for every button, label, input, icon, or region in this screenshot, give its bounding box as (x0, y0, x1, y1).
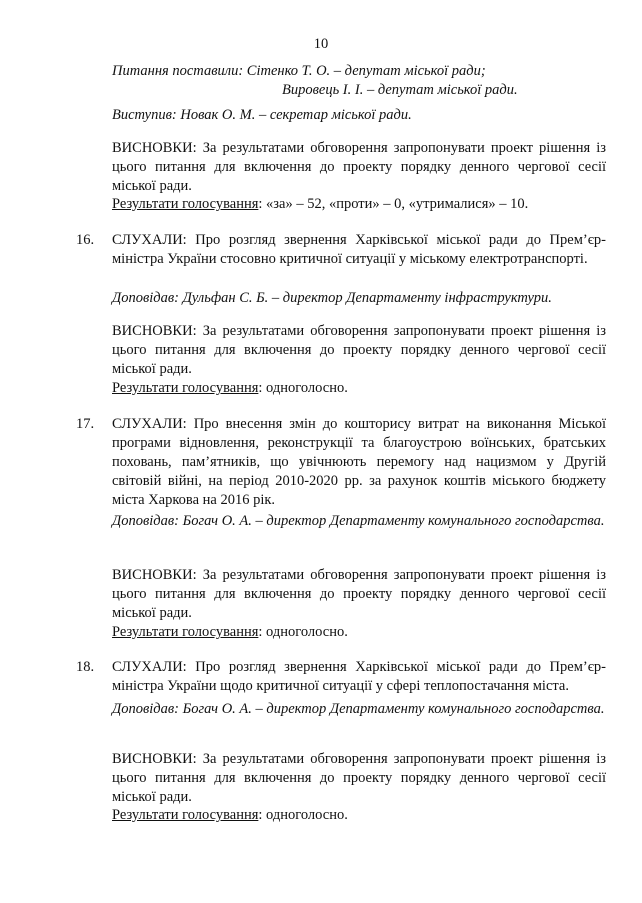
speech-label: Виступив: (112, 107, 177, 123)
heard-text: Про розгляд звернення Харківської міської ради до Прем’єр-міністра України щодо критичної ситуації у сфері теплопостачання міста. (112, 659, 607, 694)
reporter-line (112, 289, 606, 308)
vote-label: Результати голосування (112, 624, 259, 640)
vote-result (112, 806, 606, 825)
item-number: 17. (76, 416, 95, 432)
questions-raised (112, 62, 606, 100)
reporter-label: Доповідав: (112, 701, 180, 717)
vote-result (112, 379, 606, 398)
reporter-text: Дульфан С. Б. – директор Департаменту інфраструктури. (182, 290, 552, 306)
heard-text: Про розгляд звернення Харківської міської ради до Прем’єр-міністра України стосовно критичної ситуації у міському електротранспорті. (112, 232, 607, 267)
heard-label: СЛУХАЛИ: (112, 659, 187, 675)
conclusion-text: За результатами обговорення запропонувати проект рішення із цього питання для включення до проекту порядку денного чергової сесії міської ради. (112, 751, 606, 805)
reporter-line (112, 700, 606, 719)
item-number: 18. (76, 659, 95, 675)
heard-block (112, 415, 606, 510)
conclusion-block (112, 566, 606, 623)
item-number: 16. (76, 232, 95, 248)
heard-block (112, 231, 606, 269)
conclusion-label: ВИСНОВКИ: (112, 323, 197, 339)
heard-label: СЛУХАЛИ: (112, 232, 187, 248)
raised-person-1: Сітенко Т. О. – депутат міської ради; (246, 63, 486, 79)
vote-label: Результати голосування (112, 380, 259, 396)
conclusion-label: ВИСНОВКИ: (112, 751, 197, 767)
raised-person-2: Вировець І. І. – депутат міської ради. (282, 82, 518, 98)
raised-label: Питання поставили: (112, 63, 244, 79)
reporter-label: Доповідав: (112, 290, 180, 306)
speech-person: Новак О. М. – секретар міської ради. (180, 107, 412, 123)
vote-label: Результати голосування (112, 807, 259, 823)
reporter-line (112, 512, 606, 531)
heard-text: Про внесення змін до кошторису витрат на виконання Міської програми відновлення, реконструкції та благоустрою воїнських, братських поховань, пам’ятників, що увічнюють перемогу над нацизмом у Другій світовій війні, на період 2010-2020 рр. за рахунок коштів міського бюджету міста Харкова на 2016 рік. (112, 416, 607, 508)
conclusion-text: За результатами обговорення запропонувати проект рішення із цього питання для включення до проекту порядку денного чергової сесії міської ради. (112, 140, 606, 194)
reporter-text: Богач О. А. – директор Департаменту комунального господарства. (182, 513, 605, 529)
conclusion-label: ВИСНОВКИ: (112, 567, 197, 583)
reporter-text: Богач О. А. – директор Департаменту комунального господарства. (182, 701, 605, 717)
vote-result (112, 195, 606, 214)
reporter-label: Доповідав: (112, 513, 180, 529)
vote-text: : одноголосно. (258, 807, 348, 823)
vote-label: Результати голосування (112, 196, 259, 212)
vote-text: : одноголосно. (258, 380, 348, 396)
conclusion-block (112, 322, 606, 379)
conclusion-label: ВИСНОВКИ: (112, 140, 197, 156)
speaker-line (112, 106, 606, 125)
conclusion-block (112, 750, 606, 807)
heard-block (112, 658, 606, 696)
conclusion-block (112, 139, 606, 196)
conclusion-text: За результатами обговорення запропонувати проект рішення із цього питання для включення до проекту порядку денного чергової сесії міської ради. (112, 323, 606, 377)
vote-text: : «за» – 52, «проти» – 0, «утрималися» – 10. (258, 196, 529, 212)
vote-text: : одноголосно. (258, 624, 348, 640)
page-number: 10 (313, 36, 329, 52)
conclusion-text: За результатами обговорення запропонувати проект рішення із цього питання для включення до проекту порядку денного чергової сесії міської ради. (112, 567, 606, 621)
heard-label: СЛУХАЛИ: (112, 416, 187, 432)
vote-result (112, 623, 606, 642)
